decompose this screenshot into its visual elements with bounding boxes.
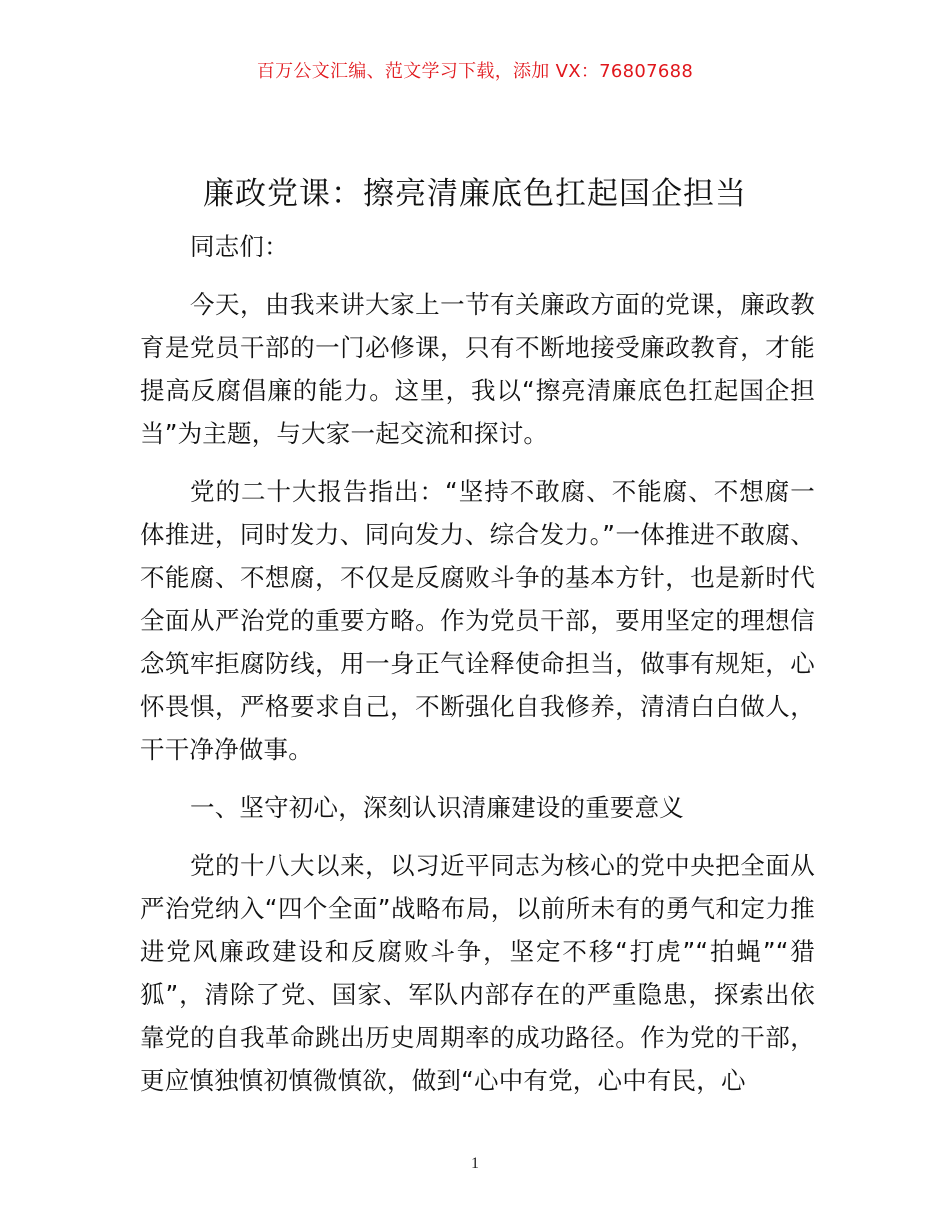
document-body <box>140 225 815 1102</box>
section-heading-1: 一、坚守初心，深刻认识清廉建设的重要意义 <box>190 793 684 822</box>
paragraph-since-18th-congress: 党的十八大以来，以习近平同志为核心的党中央把全面从严治党纳入“四个全面”战略布局，以前所未有的勇气和定力推进党风廉政建设和反腐败斗争，坚定不移“打虎”“拍蝇”“猎狐”，清除了党、国家、军队内部存在的严重隐患，探索出依靠党的自我革命跳出历史周期率的成功路径。作为党的干部，更应慎独慎初慎微慎欲，做到“心中有党，心中有民，心 <box>140 851 815 1095</box>
page-number: 1 <box>471 1155 479 1172</box>
document-title: 廉政党课：擦亮清廉底色扛起国企担当 <box>203 176 747 212</box>
salutation: 同志们： <box>190 232 289 261</box>
paragraph-report-quote: 党的二十大报告指出：“坚持不敢腐、不能腐、不想腐一体推进，同时发力、同向发力、综合发力。”一体推进不敢腐、不能腐、不想腐，不仅是反腐败斗争的基本方针，也是新时代全面从严治党的重要方略。作为党员干部，要用坚定的理想信念筑牢拒腐防线，用一身正气诠释使命担当，做事有规矩，心怀畏惧，严格要求自己，不断强化自我修养，清清白白做人，干干净净做事。 <box>140 477 815 764</box>
watermark-header: 百万公文汇编、范文学习下载，添加 VX：76807688 <box>256 61 694 82</box>
paragraph-intro: 今天，由我来讲大家上一节有关廉政方面的党课，廉政教育是党员干部的一门必修课，只有不断地接受廉政教育，才能提高反腐倡廉的能力。这里，我以“擦亮清廉底色扛起国企担当”为主题，与大家一起交流和探讨。 <box>140 290 815 448</box>
